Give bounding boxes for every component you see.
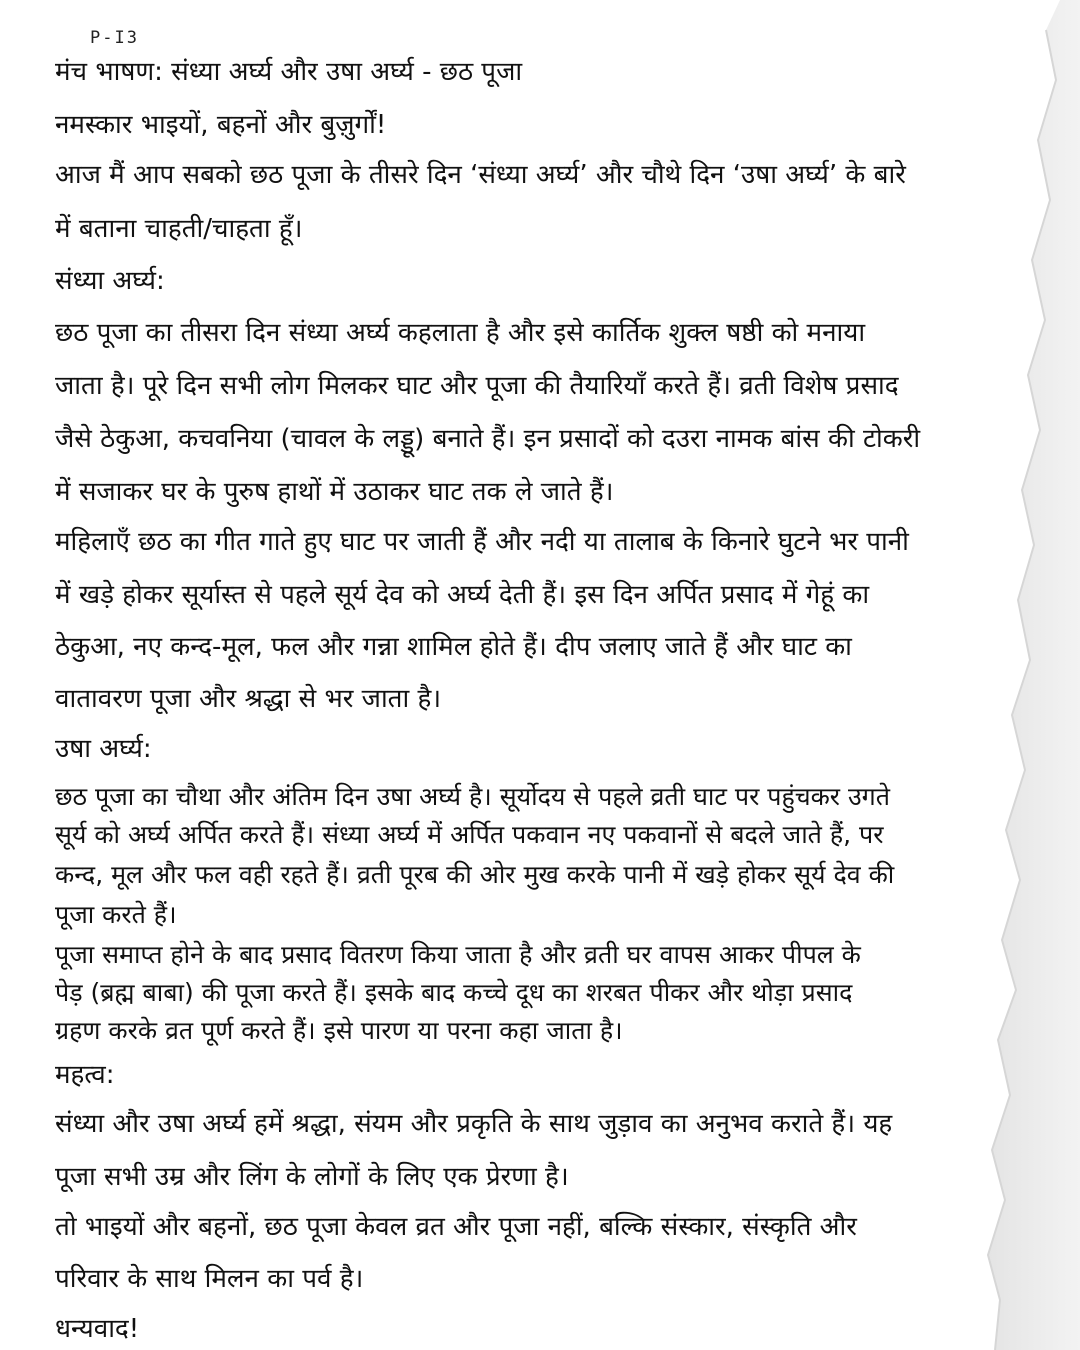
sandhya-paragraph-line: महिलाएँ छठ का गीत गाते हुए घाट पर जाती हैं और नदी या तालाब के किनारे घुटने भर पानी — [55, 527, 909, 557]
mahatva-paragraph-line: तो भाइयों और बहनों, छठ पूजा केवल व्रत और पूजा नहीं, बल्कि संस्कार, संस्कृति और — [55, 1212, 857, 1242]
sandhya-paragraph-line: ठेकुआ, नए कन्द-मूल, फल और गन्ना शामिल होते हैं। दीप जलाए जाते हैं और घाट का — [55, 632, 852, 662]
usha-paragraph-line: ग्रहण करके व्रत पूर्ण करते हैं। इसे पारण या परना कहा जाता है। — [55, 1016, 623, 1045]
sandhya-paragraph-line: छठ पूजा का तीसरा दिन संध्या अर्घ्य कहलाता है और इसे कार्तिक शुक्ल षष्ठी को मनाया — [55, 318, 866, 348]
sandhya-paragraph-line: वातावरण पूजा और श्रद्धा से भर जाता है। — [55, 684, 442, 714]
intro-line: में बताना चाहती/चाहता हूँ। — [55, 214, 303, 244]
usha-paragraph-line: पूजा समाप्त होने के बाद प्रसाद वितरण किया जाता है और व्रती घर वापस आकर पीपल के — [55, 940, 861, 969]
heading-sandhya: संध्या अर्घ्य: — [55, 266, 165, 296]
closing-thanks: धन्यवाद! — [55, 1314, 140, 1344]
usha-paragraph-line: पूजा करते हैं। — [55, 900, 177, 929]
sandhya-paragraph-line: में खड़े होकर सूर्यास्त से पहले सूर्य देव को अर्घ्य देती हैं। इस दिन अर्पित प्रसाद में गेहूं का — [55, 580, 870, 610]
mahatva-paragraph-line: पूजा सभी उम्र और लिंग के लोगों के लिए एक प्रेरणा है। — [55, 1162, 569, 1192]
sandhya-paragraph-line: जाता है। पूरे दिन सभी लोग मिलकर घाट और पूजा की तैयारियाँ करते हैं। व्रती विशेष प्रसाद — [55, 371, 899, 401]
sandhya-paragraph-line: में सजाकर घर के पुरुष हाथों में उठाकर घाट तक ले जाते हैं। — [55, 477, 614, 507]
heading-mahatva: महत्व: — [55, 1060, 115, 1090]
usha-paragraph-line: छठ पूजा का चौथा और अंतिम दिन उषा अर्घ्य है। सूर्योदय से पहले व्रती घाट पर पहुंचकर उगते — [55, 782, 890, 811]
speech-title: मंच भाषण: संध्या अर्घ्य और उषा अर्घ्य - छठ पूजा — [55, 57, 523, 87]
intro-line: आज मैं आप सबको छठ पूजा के तीसरे दिन ‘संध्या अर्घ्य’ और चौथे दिन ‘उषा अर्घ्य’ के बारे — [55, 160, 906, 190]
mahatva-paragraph-line: परिवार के साथ मिलन का पर्व है। — [55, 1264, 364, 1294]
page-code: P-I3 — [90, 28, 139, 48]
sandhya-paragraph-line: जैसे ठेकुआ, कचवनिया (चावल के लड्डू) बनाते हैं। इन प्रसादों को दउरा नामक बांस की टोकरी — [55, 424, 921, 454]
usha-paragraph-line: सूर्य को अर्घ्य अर्पित करते हैं। संध्या अर्घ्य में अर्पित पकवान नए पकवानों से बदले जाते हैं, पर — [55, 820, 884, 849]
heading-usha: उषा अर्घ्य: — [55, 734, 152, 764]
usha-paragraph-line: कन्द, मूल और फल वही रहते हैं। व्रती पूरब की ओर मुख करके पानी में खड़े होकर सूर्य देव की — [55, 860, 895, 889]
greeting: नमस्कार भाइयों, बहनों और बुज़ुर्गों! — [55, 110, 387, 140]
mahatva-paragraph-line: संध्या और उषा अर्घ्य हमें श्रद्धा, संयम और प्रकृति के साथ जुड़ाव का अनुभव कराते हैं। यह — [55, 1109, 893, 1139]
torn-paper-edge — [820, 0, 1080, 1350]
usha-paragraph-line: पेड़ (ब्रह्म बाबा) की पूजा करते हैं। इसके बाद कच्चे दूध का शरबत पीकर और थोड़ा प्रसाद — [55, 978, 853, 1007]
